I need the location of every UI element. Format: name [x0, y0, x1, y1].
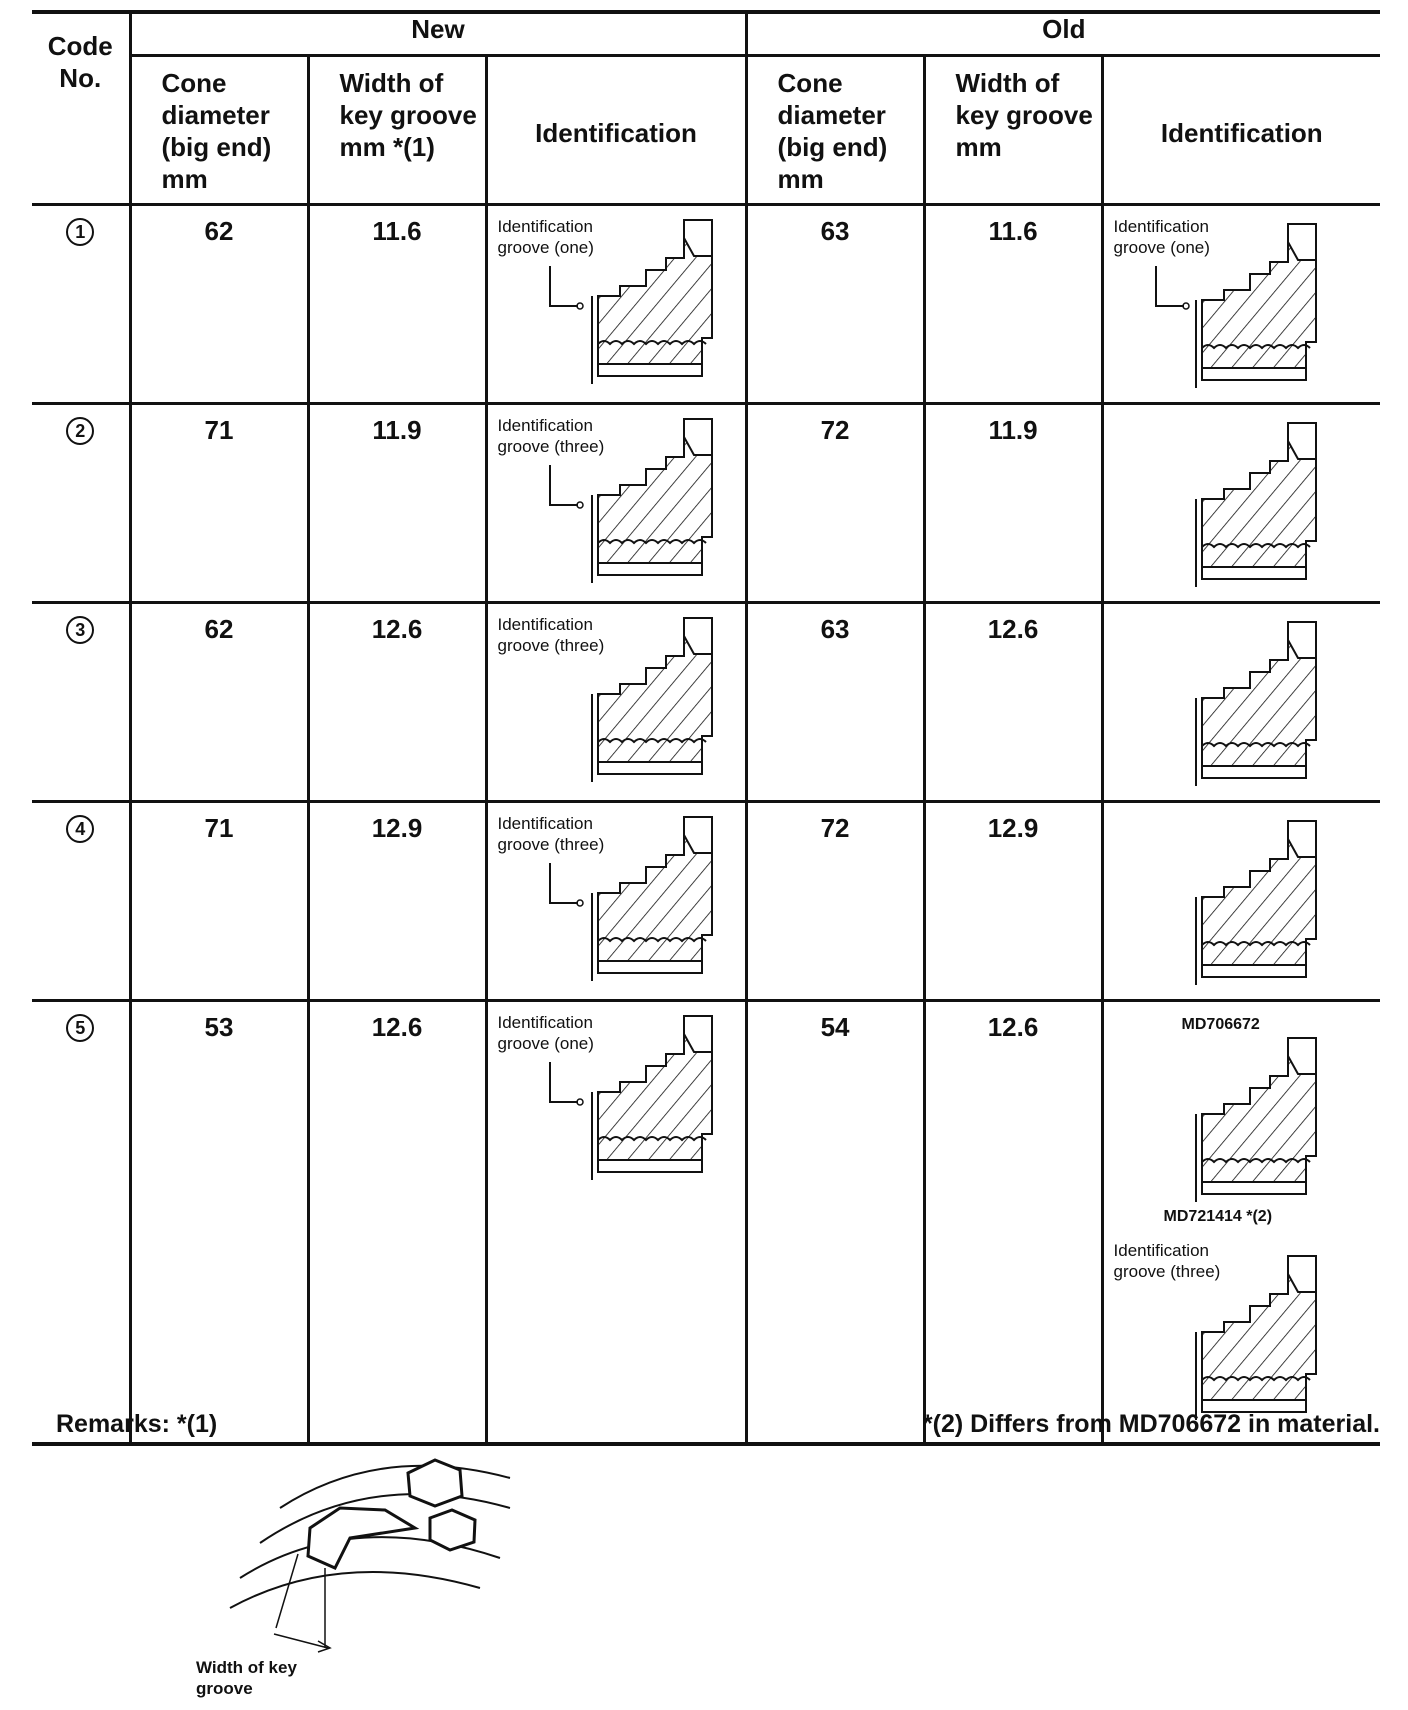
gear-section-icon — [584, 415, 714, 585]
spec-table — [32, 10, 1380, 1446]
code-badge: 3 — [66, 616, 94, 644]
gear-section-icon — [1188, 220, 1318, 390]
old-cone-cell: 63 — [746, 205, 924, 404]
table-row — [32, 802, 1380, 1001]
leader-line-icon — [548, 1062, 588, 1122]
ident-label: Identification groove (one) — [1113, 217, 1210, 257]
new-header: New — [130, 12, 746, 56]
ident-label: Identification groove (three) — [497, 814, 605, 854]
ident-label: Identification groove (three) — [1113, 1241, 1221, 1281]
new-ident-cell — [486, 404, 746, 603]
leader-line-icon — [548, 465, 588, 525]
gear-section-icon — [584, 1012, 714, 1182]
part-number-label: MD706672 — [1181, 1016, 1260, 1033]
gear-section-icon — [1188, 817, 1318, 987]
old-cone-cell: 72 — [746, 404, 924, 603]
new-ident-cell — [486, 603, 746, 802]
gear-section-icon — [1188, 1034, 1318, 1204]
ident-label: Identification groove (one) — [497, 217, 594, 257]
old-ident-cell — [1102, 1001, 1380, 1445]
part-number-label: MD721414 *(2) — [1163, 1208, 1273, 1225]
gear-section-icon — [584, 813, 714, 983]
new-width-header: Width of key groove mm *(1) — [308, 56, 486, 205]
gear-section-icon — [1188, 1252, 1318, 1422]
gear-section-icon — [584, 614, 714, 784]
new-width-cell: 11.9 — [308, 404, 486, 603]
table-row — [32, 205, 1380, 404]
new-cone-cell: 53 — [130, 1001, 308, 1445]
old-width-cell: 12.6 — [924, 603, 1102, 802]
remarks-label: Remarks: *(1) — [56, 1410, 218, 1438]
key-groove-label: Width of key groove — [196, 1658, 297, 1698]
new-ident-cell — [486, 802, 746, 1001]
new-width-cell: 12.6 — [308, 603, 486, 802]
key-groove-diagram-icon — [190, 1448, 530, 1658]
new-ident-header: Identification — [486, 56, 746, 205]
ident-label: Identification groove (three) — [497, 416, 605, 456]
code-no-header: Code No. — [32, 12, 130, 205]
material-note: *(2) Differs from MD706672 in material. — [922, 1410, 1380, 1438]
table-row — [32, 603, 1380, 802]
new-width-cell: 12.6 — [308, 1001, 486, 1445]
old-width-header: Width of key groove mm — [924, 56, 1102, 205]
ident-label: Identification groove (three) — [497, 615, 605, 655]
old-width-cell: 12.9 — [924, 802, 1102, 1001]
new-cone-cell: 62 — [130, 205, 308, 404]
table-row — [32, 1001, 1380, 1445]
old-width-cell: 11.6 — [924, 205, 1102, 404]
old-width-cell: 11.9 — [924, 404, 1102, 603]
new-ident-cell — [486, 205, 746, 404]
new-width-cell: 11.6 — [308, 205, 486, 404]
code-badge: 4 — [66, 815, 94, 843]
leader-line-icon — [548, 863, 588, 923]
new-cone-header: Cone diameter (big end) mm — [130, 56, 308, 205]
old-cone-cell: 54 — [746, 1001, 924, 1445]
old-cone-cell: 72 — [746, 802, 924, 1001]
new-cone-cell: 62 — [130, 603, 308, 802]
ident-label: Identification groove (one) — [497, 1013, 594, 1053]
old-cone-cell: 63 — [746, 603, 924, 802]
gear-section-icon — [1188, 618, 1318, 788]
new-cone-cell: 71 — [130, 404, 308, 603]
old-ident-cell — [1102, 205, 1380, 404]
code-badge: 5 — [66, 1014, 94, 1042]
gear-section-icon — [584, 216, 714, 386]
old-width-cell: 12.6 — [924, 1001, 1102, 1445]
new-ident-cell — [486, 1001, 746, 1445]
old-cone-header: Cone diameter (big end) mm — [746, 56, 924, 205]
gear-section-icon — [1188, 419, 1318, 589]
old-ident-cell — [1102, 802, 1380, 1001]
table-row — [32, 404, 1380, 603]
old-ident-cell — [1102, 603, 1380, 802]
leader-line-icon — [548, 266, 588, 326]
code-badge: 1 — [66, 218, 94, 246]
code-badge: 2 — [66, 417, 94, 445]
old-header: Old — [746, 12, 1380, 56]
new-width-cell: 12.9 — [308, 802, 486, 1001]
old-ident-header: Identification — [1102, 56, 1380, 205]
new-cone-cell: 71 — [130, 802, 308, 1001]
old-ident-cell — [1102, 404, 1380, 603]
